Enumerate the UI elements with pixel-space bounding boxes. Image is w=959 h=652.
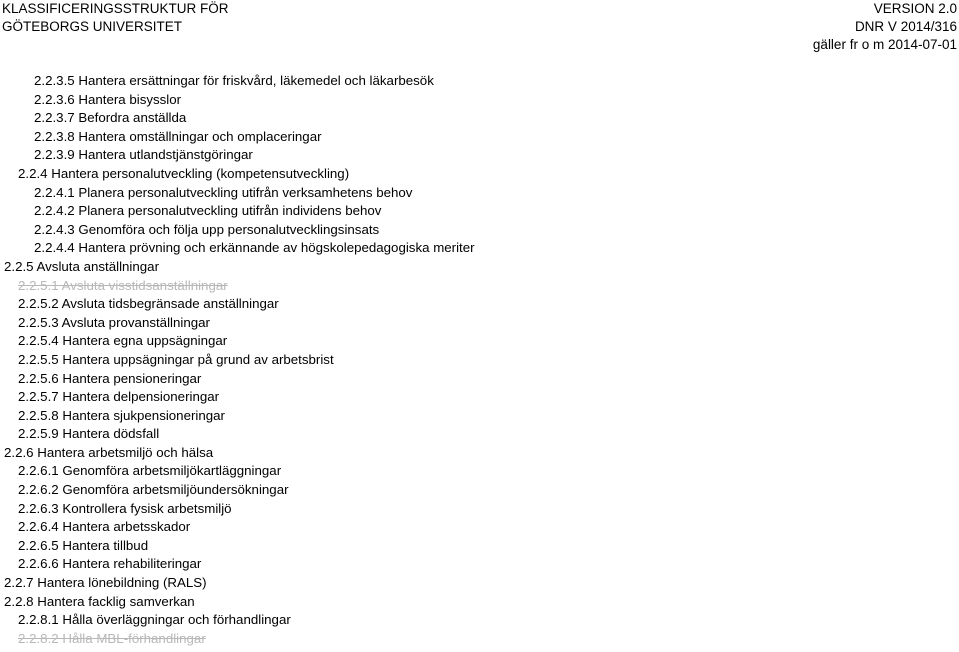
list-item: 2.2.4 Hantera personalutveckling (kompetensutveckling) <box>18 165 350 181</box>
list-item: 2.2.5 Avsluta anställningar <box>4 258 159 274</box>
list-item: 2.2.5.3 Avsluta provanställningar <box>18 314 210 330</box>
list-item: 2.2.8 Hantera facklig samverkan <box>4 593 195 609</box>
list-item: 2.2.5.5 Hantera uppsägningar på grund av arbetsbrist <box>18 351 334 367</box>
list-item: 2.2.3.9 Hantera utlandstjänstgöringar <box>34 147 253 163</box>
list-item: 2.2.5.7 Hantera delpensioneringar <box>18 389 220 405</box>
list-item: 2.2.5.2 Avsluta tidsbegränsade anställningar <box>18 296 279 312</box>
list-item-struck: 2.2.8.2 Hålla MBL-förhandlingar <box>18 630 206 646</box>
header-dnr: DNR V 2014/316 <box>854 19 957 34</box>
list-item: 2.2.6.5 Hantera tillbud <box>18 537 149 553</box>
list-item: 2.2.4.2 Planera personalutveckling utifrån individens behov <box>34 203 382 219</box>
list-item: 2.2.7 Hantera lönebildning (RALS) <box>4 575 207 591</box>
list-item: 2.2.6 Hantera arbetsmiljö och hälsa <box>4 444 214 460</box>
header-valid-from: gäller fr o m 2014-07-01 <box>812 37 957 52</box>
list-item: 2.2.4.1 Planera personalutveckling utifrån verksamhetens behov <box>34 184 413 200</box>
list-item: 2.2.4.3 Genomföra och följa upp personalutvecklingsinsats <box>34 221 380 237</box>
list-item: 2.2.4.4 Hantera prövning och erkännande av högskolepedagogiska meriter <box>34 240 475 256</box>
list-item: 2.2.6.6 Hantera rehabiliteringar <box>18 556 202 572</box>
header-version: VERSION 2.0 <box>873 1 957 16</box>
list-item: 2.2.3.8 Hantera omställningar och omplaceringar <box>34 128 322 144</box>
list-item: 2.2.3.7 Befordra anställda <box>34 110 187 126</box>
classification-list <box>0 72 959 648</box>
list-item-struck: 2.2.5.1 Avsluta visstidsanställningar <box>18 277 228 293</box>
list-item: 2.2.5.4 Hantera egna uppsägningar <box>18 333 228 349</box>
list-item: 2.2.6.4 Hantera arbetsskador <box>18 519 191 535</box>
list-item: 2.2.5.9 Hantera dödsfall <box>18 426 160 442</box>
list-item: 2.2.5.8 Hantera sjukpensioneringar <box>18 407 225 423</box>
list-item: 2.2.6.2 Genomföra arbetsmiljöundersökningar <box>18 482 289 498</box>
header-left <box>2 0 229 36</box>
header-right <box>813 0 957 54</box>
page-header <box>0 0 959 60</box>
header-title-line2: GÖTEBORGS UNIVERSITET <box>2 19 183 34</box>
list-item: 2.2.8.1 Hålla överläggningar och förhandlingar <box>18 612 291 628</box>
list-item: 2.2.3.6 Hantera bisysslor <box>34 91 182 107</box>
list-item: 2.2.6.1 Genomföra arbetsmiljökartläggningar <box>18 463 282 479</box>
list-item: 2.2.3.5 Hantera ersättningar för friskvård, läkemedel och läkarbesök <box>34 73 434 88</box>
list-item: 2.2.5.6 Hantera pensioneringar <box>18 370 202 386</box>
list-item: 2.2.6.3 Kontrollera fysisk arbetsmiljö <box>18 500 232 516</box>
header-title-line1: KLASSIFICERINGSSTRUKTUR FÖR <box>2 1 229 16</box>
